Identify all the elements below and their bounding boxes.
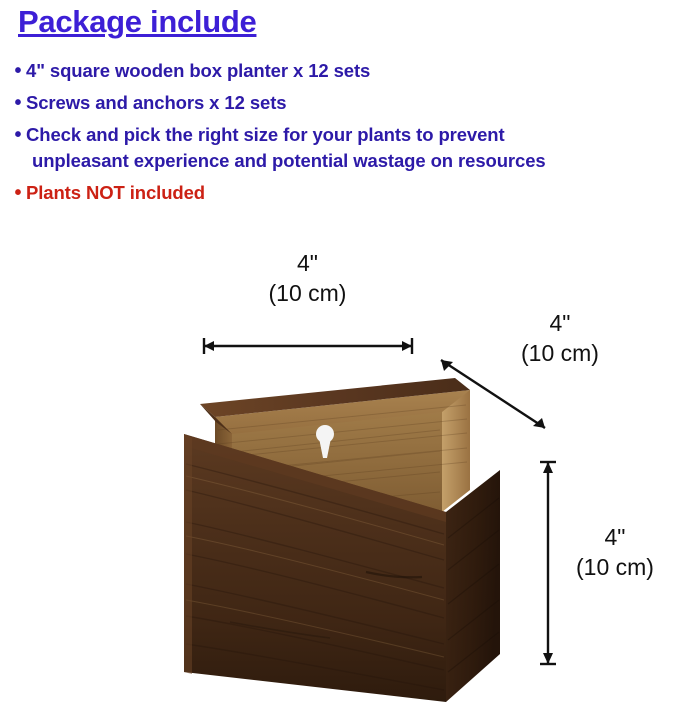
- package-include-list: [10, 58, 670, 212]
- dimension-lines: [0, 232, 679, 718]
- dimension-line-depth: [441, 360, 545, 428]
- dimension-depth-metric: (10 cm): [521, 340, 599, 366]
- list-item-line-1: Check and pick the right size for your plants to prevent: [26, 124, 505, 145]
- dimension-top-inches: 4": [297, 250, 318, 276]
- list-item: [10, 180, 670, 206]
- list-item-label: Screws and anchors x 12 sets: [26, 92, 287, 113]
- dimension-top-metric: (10 cm): [268, 280, 347, 306]
- dimension-depth-inches: 4": [549, 310, 571, 336]
- bullet-dot-icon: •: [14, 60, 22, 82]
- bullet-dot-icon: •: [14, 182, 22, 204]
- dimension-height-metric: (10 cm): [576, 554, 654, 580]
- bullet-dot-icon: •: [14, 124, 22, 146]
- list-item-line-2: unpleasant experience and potential wastage on resources: [32, 150, 546, 171]
- list-item: [10, 90, 670, 116]
- product-dimension-diagram: [0, 232, 679, 718]
- list-item-label: Plants NOT included: [26, 182, 206, 203]
- list-item: [10, 58, 670, 84]
- list-item-label: [26, 122, 670, 174]
- list-item-label: 4" square wooden box planter x 12 sets: [26, 60, 371, 81]
- dimension-height-inches: 4": [604, 524, 626, 550]
- bullet-dot-icon: •: [14, 92, 22, 114]
- list-item: [10, 122, 670, 174]
- page-title: Package include: [18, 4, 257, 39]
